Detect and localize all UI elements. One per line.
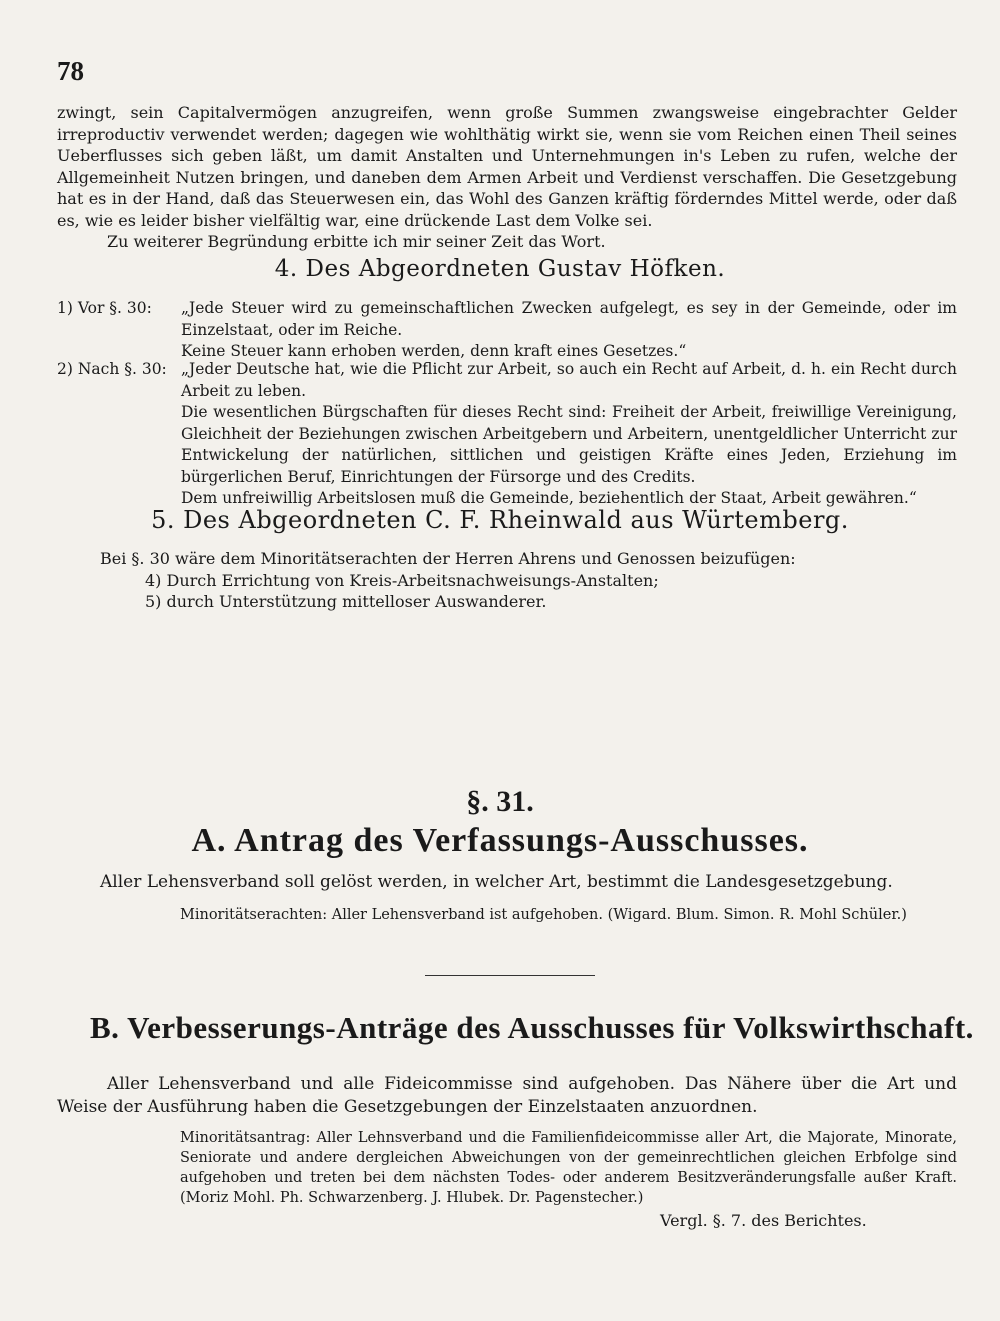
- section-4-item-1: [57, 298, 957, 363]
- section-5-point-4: 4) Durch Errichtung von Kreis-Arbeitsnachweisungs-Anstalten;: [145, 570, 659, 590]
- reference: [660, 1210, 960, 1232]
- divider-rule: [425, 975, 595, 976]
- item-2-line-1: „Jeder Deutsche hat, wie die Pflicht zur Arbeit, so auch ein Recht auf Arbeit, d. h. ein Recht durch Arbeit zu leben.: [181, 360, 957, 400]
- page-number: 78: [57, 56, 84, 86]
- section-5-heading: 5. Des Abgeordneten C. F. Rheinwald aus Würtemberg.: [151, 506, 849, 534]
- section-4-item-2: [57, 359, 957, 510]
- text-a: [100, 872, 957, 894]
- intro-closing: Zu weiterer Begründung erbitte ich mir seiner Zeit das Wort.: [107, 232, 606, 251]
- minority-a: [180, 905, 957, 925]
- item-2-line-2: Die wesentlichen Bürgschaften für dieses Recht sind: Freiheit der Arbeit, freiwillige Vereinigung, Gleichheit der Beziehungen zwischen Arbeitgebern und Arbeitern, unentgeldlicher Unterricht zur Entwickelung der natürlichen, sittlichen und geistigen Kräfte eines Jeden, Erziehung im bürgerlichen Beruf, Einrichtungen der Fürsorge und des Credits.: [181, 403, 957, 486]
- minority-b-text: Minoritätsantrag: Aller Lehnsverband und die Familienfideicommisse aller Art, die Majorate, Minorate, Seniorate und andere dergleichen Abweichungen von der gemeinrechtlichen gleichen Erbfolge sind aufgehoben und treten bei dem nächsten Todes- oder anderem Besitzveränderungsfalle außer Kraft. (Moriz Mohl. Ph. Schwarzenberg. J. Hlubek. Dr. Pagenstecher.): [180, 1130, 957, 1206]
- text-b: [57, 1073, 957, 1119]
- intro-paragraph: zwingt, sein Capitalvermögen anzugreifen, wenn große Summen zwangsweise eingebrachter Gelder irreproductiv verwendet werden; dagegen wie wohlthätig wirkt sie, wenn sie vom Reichen einen Theil seines Ueberflusses sich geben läßt, um damit Anstalten und Unternehmungen in's Leben zu rufen, welche der Allgemeinheit Nutzen bringen, und daneben dem Armen Arbeit und Verdienst verschaffen. Die Gesetzgebung hat es in der Hand, daß das Steuerwesen ein, das Wohl des Ganzen kräftig förderndes Mittel werde, oder daß es, wie es leider bisher vielfältig war, eine drückende Last dem Volke sei.: [57, 103, 957, 230]
- text-b-paragraph: Aller Lehensverband und alle Fideicommisse sind aufgehoben. Das Nähere über die Art und Weise der Ausführung haben die Gesetzgebungen der Einzelstaaten anzuordnen.: [57, 1074, 957, 1117]
- section-5-intro: Bei §. 30 wäre dem Minoritätserachten der Herren Ahrens und Genossen beizufügen:: [100, 549, 796, 568]
- item-1-line-2: Keine Steuer kann erhoben werden, denn kraft eines Gesetzes.“: [181, 342, 687, 360]
- paragraph-31-number: §. 31.: [466, 785, 534, 818]
- intro-text: [57, 102, 957, 253]
- item-2-line-3: Dem unfreiwillig Arbeitslosen muß die Gemeinde, beziehentlich der Staat, Arbeit gewähren.“: [181, 489, 917, 507]
- section-5-body: [100, 548, 957, 613]
- item-1-line-1: „Jede Steuer wird zu gemeinschaftlichen Zwecken aufgelegt, es sey in der Gemeinde, oder im Einzelstaat, oder im Reiche.: [181, 299, 957, 339]
- item-1-label: 1) Vor §. 30:: [57, 299, 152, 317]
- minority-a-text: Minoritätserachten: Aller Lehensverband ist aufgehoben. (Wigard. Blum. Simon. R. Mohl Schüler.): [180, 907, 907, 923]
- reference-text: Vergl. §. 7. des Berichtes.: [660, 1211, 867, 1230]
- section-4-heading: 4. Des Abgeordneten Gustav Höfken.: [274, 256, 726, 282]
- heading-b: B. Verbesserungs-Anträge des Ausschusses für Volkswirthschaft.: [90, 1010, 974, 1045]
- minority-b: [180, 1128, 957, 1208]
- text-a-line: Aller Lehensverband soll gelöst werden, in welcher Art, bestimmt die Landesgesetzgebung.: [100, 872, 893, 892]
- heading-a: A. Antrag des Verfassungs-Ausschusses.: [191, 822, 809, 859]
- section-5-point-5: 5) durch Unterstützung mittelloser Auswanderer.: [145, 592, 547, 611]
- item-2-label: 2) Nach §. 30:: [57, 360, 167, 378]
